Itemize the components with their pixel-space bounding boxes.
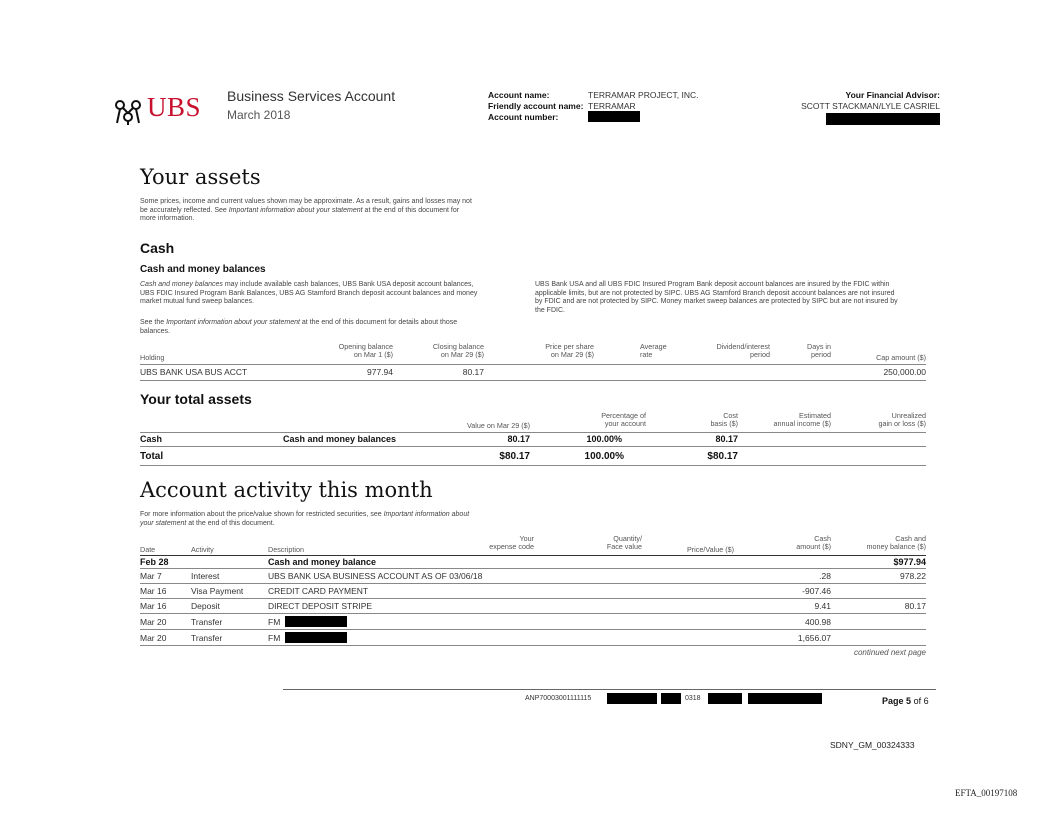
ubs-logo (111, 92, 206, 126)
table-row-activity: Transfer (191, 617, 223, 627)
redaction-bar (588, 111, 640, 122)
table-row-balance: 80.17 (904, 601, 926, 611)
total-cost: $80.17 (707, 451, 738, 462)
account-name-label: Account name: (488, 90, 550, 100)
redaction-bar (661, 693, 681, 704)
footer-code-b: 0318 (685, 695, 701, 702)
col-cost: Cost basis ($) (710, 411, 738, 428)
footer-code-a: ANP70003001111115 (525, 695, 592, 702)
advisor-label: Your Financial Advisor: (845, 90, 940, 100)
col-opening: Opening balance on Mar 1 ($) (338, 342, 393, 359)
table-row-date: Mar 20 (140, 617, 167, 627)
account-name: TERRAMAR PROJECT, INC. (588, 90, 699, 100)
total-cash-desc: Cash and money balances (283, 434, 397, 444)
table-row-description: DIRECT DEPOSIT STRIPE (268, 601, 373, 611)
col-value: Value on Mar 29 ($) (467, 421, 530, 430)
logo-text: UBS (147, 92, 202, 122)
account-type: Business Services Account (227, 88, 396, 104)
col-money-balance: Cash and money balance ($) (866, 534, 926, 551)
table-row-amount: 1,656.07 (797, 633, 831, 643)
redaction-bar (748, 693, 822, 704)
table-row-date: Mar 16 (140, 586, 167, 596)
col-holding: Holding (140, 353, 165, 362)
col-quantity: Quantity/ Face value (606, 534, 642, 551)
table-row-activity: Interest (191, 571, 220, 581)
redaction-bar (285, 616, 347, 627)
total-cash-label: Cash (140, 434, 163, 444)
table-row-amount: -907.46 (802, 586, 831, 596)
table-row-balance: 978.22 (900, 571, 926, 581)
col-average-rate: Average rate (640, 342, 667, 359)
col-cash-amount: Cash amount ($) (796, 534, 831, 551)
col-price-value: Price/Value ($) (686, 545, 734, 554)
account-number-label: Account number: (488, 112, 559, 122)
keys-icon (111, 96, 145, 126)
advisor-name: SCOTT STACKMAN/LYLE CASRIEL (801, 101, 940, 111)
table-row-date: Mar 20 (140, 633, 167, 643)
col-description: Description (268, 545, 304, 554)
activity-intro: For more information about the price/value shown for restricted securities, see Important information about your statement at the end of this document. (140, 511, 470, 527)
redaction-bar (708, 693, 742, 704)
table-row-description: CREDIT CARD PAYMENT (268, 586, 369, 596)
table-row-description: UBS BANK USA BUSINESS ACCOUNT AS OF 03/06/18 (268, 571, 483, 581)
cash-cap: 250,000.00 (883, 367, 926, 377)
efta-number: EFTA_00197108 (955, 788, 1018, 798)
table-row-activity: Deposit (191, 601, 220, 611)
total-cash-pct: 100.00% (586, 434, 622, 444)
assets-intro: Some prices, income and current values shown may be approximate. As a result, gains and losses may not be accurately reflected. See Important information about your statement at the end of this document for more information. (140, 198, 472, 222)
col-unrealized: Unrealized gain or loss ($) (878, 411, 926, 428)
col-cap: Cap amount ($) (876, 353, 926, 362)
total-pct: 100.00% (584, 451, 624, 462)
continued-note: continued next page (853, 648, 926, 657)
col-activity: Activity (191, 545, 214, 554)
cash-holding: UBS BANK USA BUS ACCT (140, 367, 248, 377)
col-price: Price per share on Mar 29 ($) (545, 342, 594, 359)
page-indicator: Page 5 of 6 (882, 696, 929, 706)
col-estimated: Estimated annual income ($) (773, 411, 831, 428)
redaction-bar (607, 693, 657, 704)
cash-title: Cash (140, 240, 175, 256)
table-row-description: FM (268, 617, 281, 627)
redaction-bar (285, 632, 347, 643)
cash-description-left: Cash and money balances may include available cash balances, UBS Bank USA deposit account balances, UBS FDIC Insured Program Bank Balances, UBS AG Stamford Branch deposit account balances and money market mutual fund sweep balances. (140, 281, 478, 305)
cash-opening: 977.94 (367, 367, 393, 377)
activity-opening-desc: Cash and money balance (268, 557, 377, 567)
cash-closing: 80.17 (462, 367, 484, 377)
redaction-bar (826, 113, 940, 125)
total-cash-cost: 80.17 (715, 434, 738, 444)
activity-opening-date: Feb 28 (140, 557, 169, 567)
activity-title: Account activity this month (140, 478, 433, 502)
col-dividend-period: Dividend/interest period (716, 342, 770, 359)
table-row-activity: Transfer (191, 633, 223, 643)
activity-opening-balance: $977.94 (893, 557, 926, 567)
cash-see-note: See the Important information about your statement at the end of this document for details about those balances. (140, 319, 458, 335)
col-date: Date (140, 545, 156, 554)
total-assets-title: Your total assets (140, 391, 252, 407)
table-row-amount: 9.41 (814, 601, 831, 611)
col-days: Days in period (807, 342, 831, 359)
table-row-amount: .28 (819, 571, 831, 581)
bates-number: SDNY_GM_00324333 (830, 740, 915, 750)
total-label: Total (140, 451, 164, 462)
col-expense-code: Your expense code (489, 534, 534, 551)
friendly-name: TERRAMAR (588, 101, 636, 111)
table-row-date: Mar 7 (140, 571, 162, 581)
col-percentage: Percentage of your account (601, 411, 646, 428)
total-cash-value: 80.17 (507, 434, 530, 444)
total-value: $80.17 (499, 451, 530, 462)
table-row-date: Mar 16 (140, 601, 167, 611)
table-row-activity: Visa Payment (191, 586, 244, 596)
friendly-name-label: Friendly account name: (488, 101, 584, 111)
col-closing: Closing balance on Mar 29 ($) (432, 342, 484, 359)
assets-title: Your assets (140, 165, 261, 189)
table-row-amount: 400.98 (805, 617, 831, 627)
statement-month: March 2018 (227, 108, 291, 122)
cash-description-right: UBS Bank USA and all UBS FDIC Insured Program Bank deposit account balances are insured by the FDIC within applicable limits, but are not protected by SIPC. UBS AG Stamford Branch deposit account balances are not insured by FDIC and are not protected by SIPC. Money market sweep balances are protected by SIPC but are not insured by the FDIC. (535, 281, 898, 314)
cash-subtitle: Cash and money balances (140, 264, 266, 275)
table-row-description: FM (268, 633, 281, 643)
